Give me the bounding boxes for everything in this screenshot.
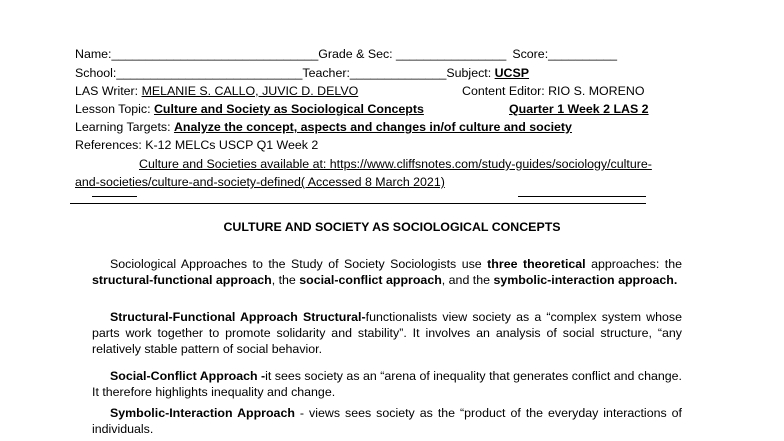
writer-value: MELANIE S. CALLO, JUVIC D. DELVO <box>141 84 359 98</box>
writer-label: LAS Writer: <box>75 84 142 98</box>
p1-text-a: Sociological Approaches to the Study of Society Sociologists use <box>110 257 488 271</box>
name-field-label: Name:______________________________ <box>75 47 319 61</box>
p4-body: - views sees society as the “product of the everyday interactions of individuals. <box>92 406 682 437</box>
quarter-week-label: Quarter 1 Week 2 LAS 2 <box>509 102 649 116</box>
topic-value: Culture and Society as Sociological Concepts <box>153 102 424 116</box>
subject-label: Subject: <box>446 66 495 80</box>
p2-heading: Structural-Functional Approach Structural- <box>110 310 366 324</box>
header-divider <box>70 203 646 204</box>
p3-heading: Social-Conflict Approach - <box>110 369 266 383</box>
p3-body: it sees society as an “arena of inequality that generates conflict and change. It therefore highlights inequality and change. <box>92 369 682 400</box>
header-divider-short-right <box>518 196 646 197</box>
header-writer-row <box>75 83 358 99</box>
p1-bold-three-theoretical: three theoretical <box>487 257 586 271</box>
paragraph-approaches <box>92 256 682 288</box>
paragraph-structural-functional <box>92 309 682 358</box>
reference-link-line-2[interactable]: and-societies/culture-and-society-defined( Accessed 8 March 2021) <box>75 175 445 189</box>
references-line: References: K-12 MELCs USCP Q1 Week 2 <box>75 138 319 152</box>
p1-text-g: , and the <box>441 273 494 288</box>
targets-value: Analyze the concept, aspects and changes in/of culture and society <box>173 120 572 134</box>
header-school-row <box>75 65 529 81</box>
p1-text-e: , the <box>271 273 300 288</box>
paragraph-symbolic-interaction <box>92 405 682 437</box>
section-title: CULTURE AND SOCIETY AS SOCIOLOGICAL CONCEPTS <box>223 220 561 234</box>
p1-text-c: approaches: the <box>585 257 683 271</box>
topic-label: Lesson Topic: <box>75 102 154 116</box>
teacher-field-label: Teacher:______________ <box>302 66 447 80</box>
header-topic-row <box>75 101 424 117</box>
p2-body: functionalists view society as a “complex system whose parts work together to promote solidarity and stability”. It involves an analysis of social structure, “any relatively stable pattern of social behavior. <box>92 310 682 357</box>
paragraph-social-conflict <box>92 368 682 400</box>
p1-bold-social-conflict: social-conflict approach <box>299 273 442 288</box>
p4-heading: Symbolic-Interaction Approach <box>110 406 295 420</box>
score-field-label: Score:__________ <box>512 47 618 61</box>
header-divider-short-left <box>92 196 137 197</box>
grade-field-label: Grade & Sec: ________________ <box>318 47 507 61</box>
header-name-row <box>75 46 617 62</box>
p1-bold-structural-functional: structural-functional approach <box>92 273 272 288</box>
header-targets-row <box>75 119 572 135</box>
p1-bold-symbolic-interaction: symbolic-interaction approach. <box>493 273 678 288</box>
content-editor: Content Editor: RIO S. MORENO <box>462 84 645 98</box>
reference-link-line-1[interactable]: Culture and Societies available at: https://www.cliffsnotes.com/study-guides/sociology/culture- <box>139 157 652 171</box>
targets-label: Learning Targets: <box>75 120 174 134</box>
subject-value: UCSP <box>494 66 530 80</box>
school-field-label: School:___________________________ <box>75 66 303 80</box>
